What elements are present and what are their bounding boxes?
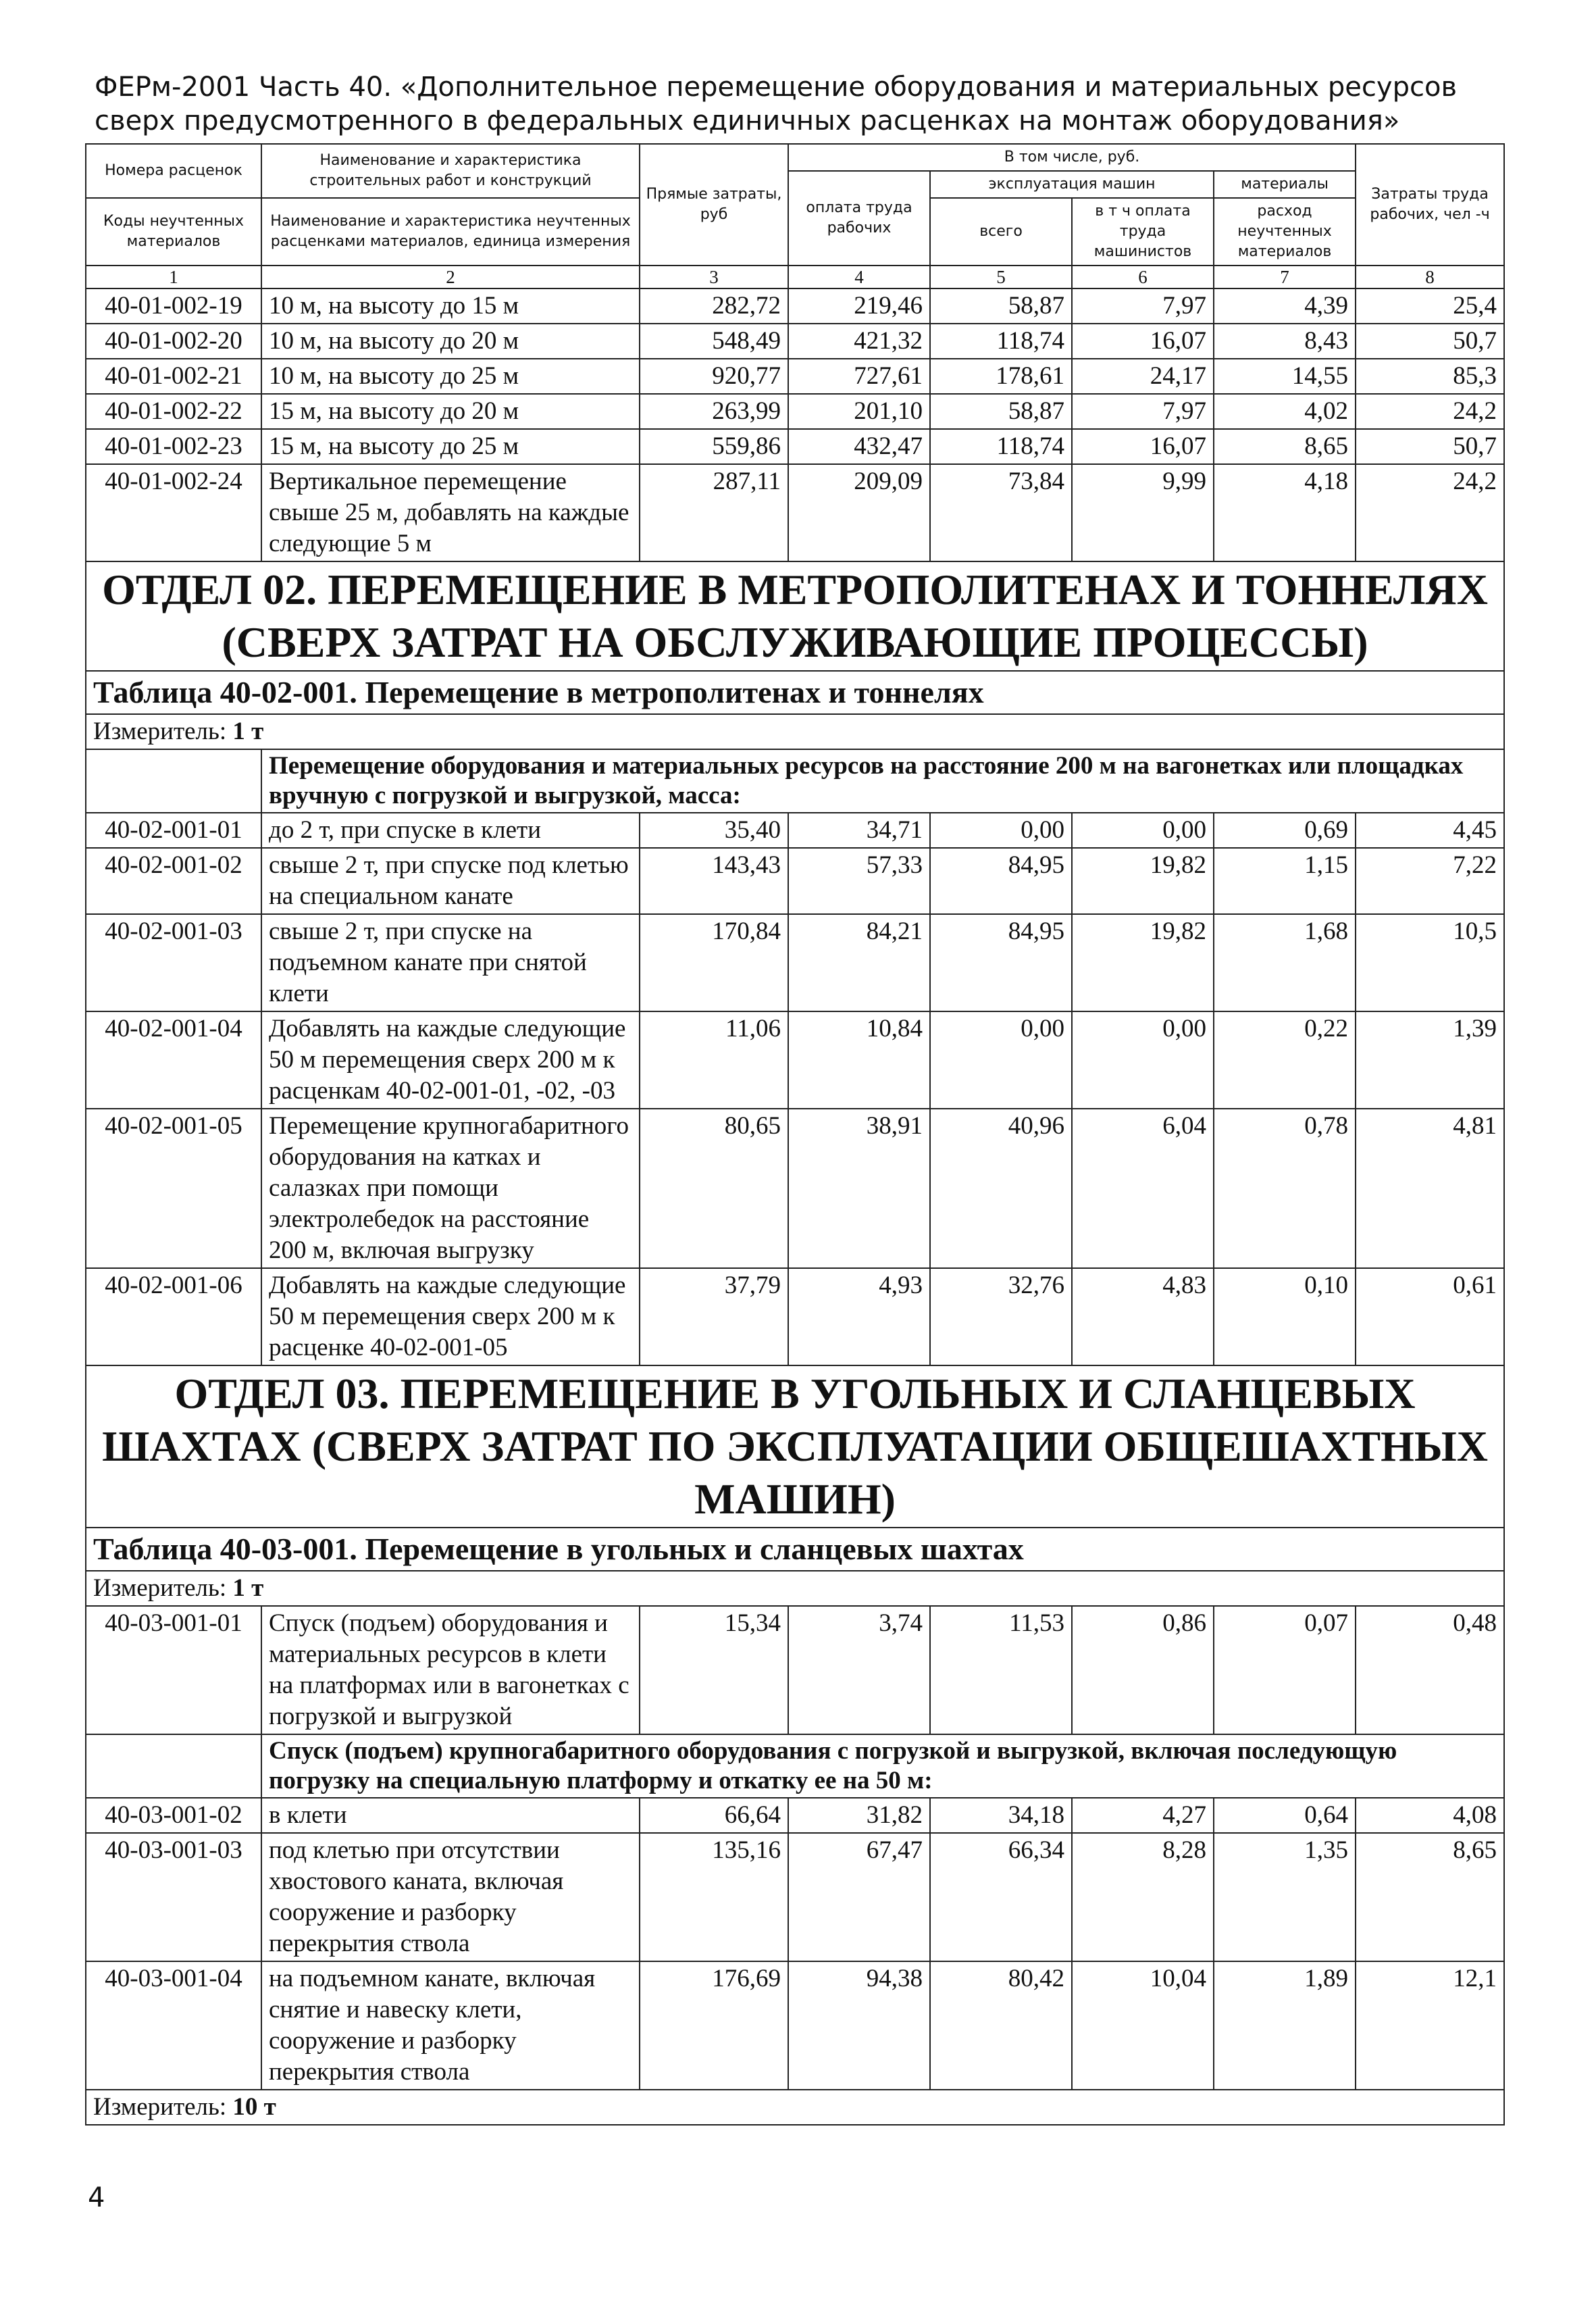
drivers-pay: 0,00 [1072,1011,1214,1109]
table-row [86,1961,1504,2090]
page-number: 4 [88,2182,105,2213]
table-row [86,1109,1504,1268]
drivers-pay: 0,86 [1072,1606,1214,1734]
labor-hours: 24,2 [1356,394,1504,429]
direct-costs: 15,34 [640,1606,788,1734]
meter-row [86,2090,1504,2125]
machines-total: 84,95 [930,914,1072,1011]
table-row [86,1011,1504,1109]
drivers-pay: 7,97 [1072,288,1214,324]
materials-cost: 4,18 [1214,464,1356,561]
work-name: 10 м, на высоту до 20 м [261,324,640,359]
header-col1-bottom: Коды неучтенных материалов [86,198,261,266]
materials-cost: 0,07 [1214,1606,1356,1734]
table-row [86,429,1504,464]
work-name: Добавлять на каждые следующие 50 м перемещения сверх 200 м к расценкам 40-02-001-01, -02, -03 [261,1011,640,1109]
materials-cost: 4,02 [1214,394,1356,429]
drivers-pay: 7,97 [1072,394,1214,429]
labor-pay: 3,74 [788,1606,930,1734]
column-index: 1 [86,266,261,288]
table-40-02-001-title: Таблица 40-02-001. Перемещение в метрополитенах и тоннелях [86,671,1504,714]
column-index: 2 [261,266,640,288]
labor-pay: 67,47 [788,1833,930,1961]
machines-total: 0,00 [930,813,1072,848]
machines-total: 0,00 [930,1011,1072,1109]
labor-pay: 219,46 [788,288,930,324]
labor-hours: 0,61 [1356,1268,1504,1365]
drivers-pay: 24,17 [1072,359,1214,394]
section-03-row [86,1365,1504,1528]
drivers-pay: 0,00 [1072,813,1214,848]
materials-cost: 8,43 [1214,324,1356,359]
column-index: 3 [640,266,788,288]
meter-1t-section3 [86,1571,1504,1606]
section-03-title: ОТДЕЛ 03. ПЕРЕМЕЩЕНИЕ В УГОЛЬНЫХ И СЛАНЦЕВЫХ ШАХТАХ (СВЕРХ ЗАТРАТ ПО ЭКСПЛУАТАЦИИ ОБЩЕШАХТНЫХ МАШИН) [86,1365,1504,1528]
column-index-row [86,266,1504,288]
column-index: 4 [788,266,930,288]
machines-total: 11,53 [930,1606,1072,1734]
machines-total: 58,87 [930,394,1072,429]
rate-code: 40-02-001-03 [86,914,261,1011]
materials-cost: 1,35 [1214,1833,1356,1961]
labor-hours: 4,08 [1356,1798,1504,1833]
direct-costs: 170,84 [640,914,788,1011]
page-header: ФЕРм-2001 Часть 40. «Дополнительное перемещение оборудования и материальных ресурсов сверх предусмотренного в федеральных единичных расценках на монтаж оборудования» [95,72,1458,136]
header-machines-total: всего [930,198,1072,266]
table-row [86,1798,1504,1833]
direct-costs: 80,65 [640,1109,788,1268]
work-name: Перемещение крупногабаритного оборудования на катках и салазках при помощи электролебедок на расстояние 200 м, включая выгрузку [261,1109,640,1268]
column-index: 8 [1356,266,1504,288]
drivers-pay: 8,28 [1072,1833,1214,1961]
machines-total: 84,95 [930,848,1072,914]
labor-hours: 24,2 [1356,464,1504,561]
direct-costs: 263,99 [640,394,788,429]
table-row [86,394,1504,429]
work-name: 10 м, на высоту до 15 м [261,288,640,324]
labor-pay: 10,84 [788,1011,930,1109]
column-index: 5 [930,266,1072,288]
rate-code: 40-02-001-02 [86,848,261,914]
rates-table [85,143,1505,2126]
table-row [86,914,1504,1011]
labor-hours: 8,65 [1356,1833,1504,1961]
drivers-pay: 4,83 [1072,1268,1214,1365]
labor-hours: 12,1 [1356,1961,1504,2090]
rows-section-1 [86,288,1504,561]
labor-pay: 727,61 [788,359,930,394]
materials-cost: 0,78 [1214,1109,1356,1268]
direct-costs: 11,06 [640,1011,788,1109]
rate-code: 40-02-001-06 [86,1268,261,1365]
meter-10t [86,2090,1504,2125]
header-col2-top: Наименование и характеристика строительных работ и конструкций [261,144,640,198]
rate-code: 40-03-001-01 [86,1606,261,1734]
labor-pay: 209,09 [788,464,930,561]
column-index: 7 [1214,266,1356,288]
rate-code: 40-03-001-04 [86,1961,261,2090]
machines-total: 66,34 [930,1833,1072,1961]
direct-costs: 143,43 [640,848,788,914]
work-name: 15 м, на высоту до 20 м [261,394,640,429]
direct-costs: 548,49 [640,324,788,359]
labor-hours: 85,3 [1356,359,1504,394]
drivers-pay: 16,07 [1072,429,1214,464]
header-machines: эксплуатация машин [930,171,1214,198]
table-row [86,813,1504,848]
work-name: свыше 2 т, при спуске под клетью на специальном канате [261,848,640,914]
labor-pay: 57,33 [788,848,930,914]
work-name: под клетью при отсутствии хвостового каната, включая сооружение и разборку перекрытия ствола [261,1833,640,1961]
rate-code: 40-01-002-24 [86,464,261,561]
group-note-02: Перемещение оборудования и материальных ресурсов на расстояние 200 м на вагонетках или площадках вручную с погрузкой и выгрузкой, масса: [261,749,1504,813]
rows-section-3 [86,1798,1504,2090]
table-40-02-001-title-row [86,671,1504,714]
meter-label: Измеритель: [93,718,227,745]
section-02-title: ОТДЕЛ 02. ПЕРЕМЕЩЕНИЕ В МЕТРОПОЛИТЕНАХ И ТОННЕЛЯХ (СВЕРХ ЗАТРАТ НА ОБСЛУЖИВАЮЩИЕ ПРОЦЕССЫ) [86,561,1504,671]
direct-costs: 35,40 [640,813,788,848]
machines-total: 58,87 [930,288,1072,324]
labor-pay: 201,10 [788,394,930,429]
labor-pay: 84,21 [788,914,930,1011]
materials-cost: 0,22 [1214,1011,1356,1109]
work-name: на подъемном канате, включая снятие и навеску клети, сооружение и разборку перекрытия ствола [261,1961,640,2090]
materials-cost: 0,10 [1214,1268,1356,1365]
drivers-pay: 4,27 [1072,1798,1214,1833]
labor-pay: 421,32 [788,324,930,359]
meter-label: Измеритель: [93,2093,227,2121]
work-name: 15 м, на высоту до 25 м [261,429,640,464]
labor-hours: 4,45 [1356,813,1504,848]
meter-value: 1 т [232,718,264,745]
meter-label: Измеритель: [93,1574,227,1602]
machines-total: 40,96 [930,1109,1072,1268]
table-row [86,848,1504,914]
machines-total: 73,84 [930,464,1072,561]
direct-costs: 287,11 [640,464,788,561]
work-name: в клети [261,1798,640,1833]
work-name: до 2 т, при спуске в клети [261,813,640,848]
work-name: Вертикальное перемещение свыше 25 м, добавлять на каждые следующие 5 м [261,464,640,561]
direct-costs: 559,86 [640,429,788,464]
direct-costs: 176,69 [640,1961,788,2090]
header-labor-hours: Затраты труда рабочих, чел -ч [1356,144,1504,266]
header-materials: материалы [1214,171,1356,198]
rate-code: 40-01-002-20 [86,324,261,359]
table-40-03-001-title-row [86,1528,1504,1571]
header-drivers-pay: в т ч оплата труда машинистов [1072,198,1214,266]
materials-cost: 1,15 [1214,848,1356,914]
materials-cost: 8,65 [1214,429,1356,464]
rate-code: 40-01-002-19 [86,288,261,324]
direct-costs: 66,64 [640,1798,788,1833]
work-name: Спуск (подъем) оборудования и материальных ресурсов в клети на платформах или в вагонетках с погрузкой и выгрузкой [261,1606,640,1734]
labor-hours: 1,39 [1356,1011,1504,1109]
meter-1t [86,714,1504,749]
group-note-spacer [86,749,261,813]
direct-costs: 920,77 [640,359,788,394]
rate-code: 40-02-001-05 [86,1109,261,1268]
table-row [86,1833,1504,1961]
rate-code: 40-03-001-03 [86,1833,261,1961]
table-row [86,464,1504,561]
group-note-row [86,749,1504,813]
labor-pay: 31,82 [788,1798,930,1833]
labor-hours: 4,81 [1356,1109,1504,1268]
labor-pay: 94,38 [788,1961,930,2090]
table-row [86,288,1504,324]
rate-code: 40-02-001-04 [86,1011,261,1109]
materials-cost: 0,69 [1214,813,1356,848]
materials-cost: 1,89 [1214,1961,1356,2090]
labor-pay: 34,71 [788,813,930,848]
work-name: 10 м, на высоту до 25 м [261,359,640,394]
labor-hours: 25,4 [1356,288,1504,324]
labor-pay: 4,93 [788,1268,930,1365]
header-unaccounted-materials: расход неучтенных материалов [1214,198,1356,266]
drivers-pay: 9,99 [1072,464,1214,561]
group-note-row [86,1734,1504,1798]
rate-code: 40-02-001-01 [86,813,261,848]
rows-section-2 [86,813,1504,1365]
rate-code: 40-01-002-23 [86,429,261,464]
section-02-row [86,561,1504,671]
machines-total: 34,18 [930,1798,1072,1833]
drivers-pay: 6,04 [1072,1109,1214,1268]
header-col2-bottom: Наименование и характеристика неучтенных расценками материалов, единица измерения [261,198,640,266]
machines-total: 118,74 [930,324,1072,359]
group-note-03: Спуск (подъем) крупногабаритного оборудования с погрузкой и выгрузкой, включая последующую погрузку на специальную платформу и откатку ее на 50 м: [261,1734,1504,1798]
materials-cost: 1,68 [1214,914,1356,1011]
labor-hours: 0,48 [1356,1606,1504,1734]
work-name: Добавлять на каждые следующие 50 м перемещения сверх 200 м к расценке 40-02-001-05 [261,1268,640,1365]
meter-row [86,714,1504,749]
drivers-pay: 16,07 [1072,324,1214,359]
meter-row [86,1571,1504,1606]
table-40-03-001-title: Таблица 40-03-001. Перемещение в угольных и сланцевых шахтах [86,1528,1504,1571]
rate-code: 40-03-001-02 [86,1798,261,1833]
materials-cost: 4,39 [1214,288,1356,324]
direct-costs: 282,72 [640,288,788,324]
column-index: 6 [1072,266,1214,288]
table-row [86,324,1504,359]
labor-pay: 38,91 [788,1109,930,1268]
labor-hours: 50,7 [1356,429,1504,464]
labor-hours: 50,7 [1356,324,1504,359]
direct-costs: 37,79 [640,1268,788,1365]
materials-cost: 14,55 [1214,359,1356,394]
header-direct-costs: Прямые затраты, руб [640,144,788,266]
machines-total: 178,61 [930,359,1072,394]
drivers-pay: 19,82 [1072,914,1214,1011]
machines-total: 32,76 [930,1268,1072,1365]
materials-cost: 0,64 [1214,1798,1356,1833]
header-labor-pay: оплата труда рабочих [788,171,930,266]
group-note-spacer [86,1734,261,1798]
table-row [86,359,1504,394]
drivers-pay: 10,04 [1072,1961,1214,2090]
header-row-1 [86,144,1504,171]
drivers-pay: 19,82 [1072,848,1214,914]
labor-hours: 7,22 [1356,848,1504,914]
rate-code: 40-01-002-21 [86,359,261,394]
work-name: свыше 2 т, при спуске на подъемном канате при снятой клети [261,914,640,1011]
header-col1-top: Номера расценок [86,144,261,198]
rate-code: 40-01-002-22 [86,394,261,429]
machines-total: 118,74 [930,429,1072,464]
meter-value: 10 т [232,2093,276,2121]
direct-costs: 135,16 [640,1833,788,1961]
labor-pay: 432,47 [788,429,930,464]
table-row [86,1606,1504,1734]
header-including: В том числе, руб. [788,144,1356,171]
meter-value: 1 т [232,1574,264,1602]
table-row [86,1268,1504,1365]
machines-total: 80,42 [930,1961,1072,2090]
labor-hours: 10,5 [1356,914,1504,1011]
